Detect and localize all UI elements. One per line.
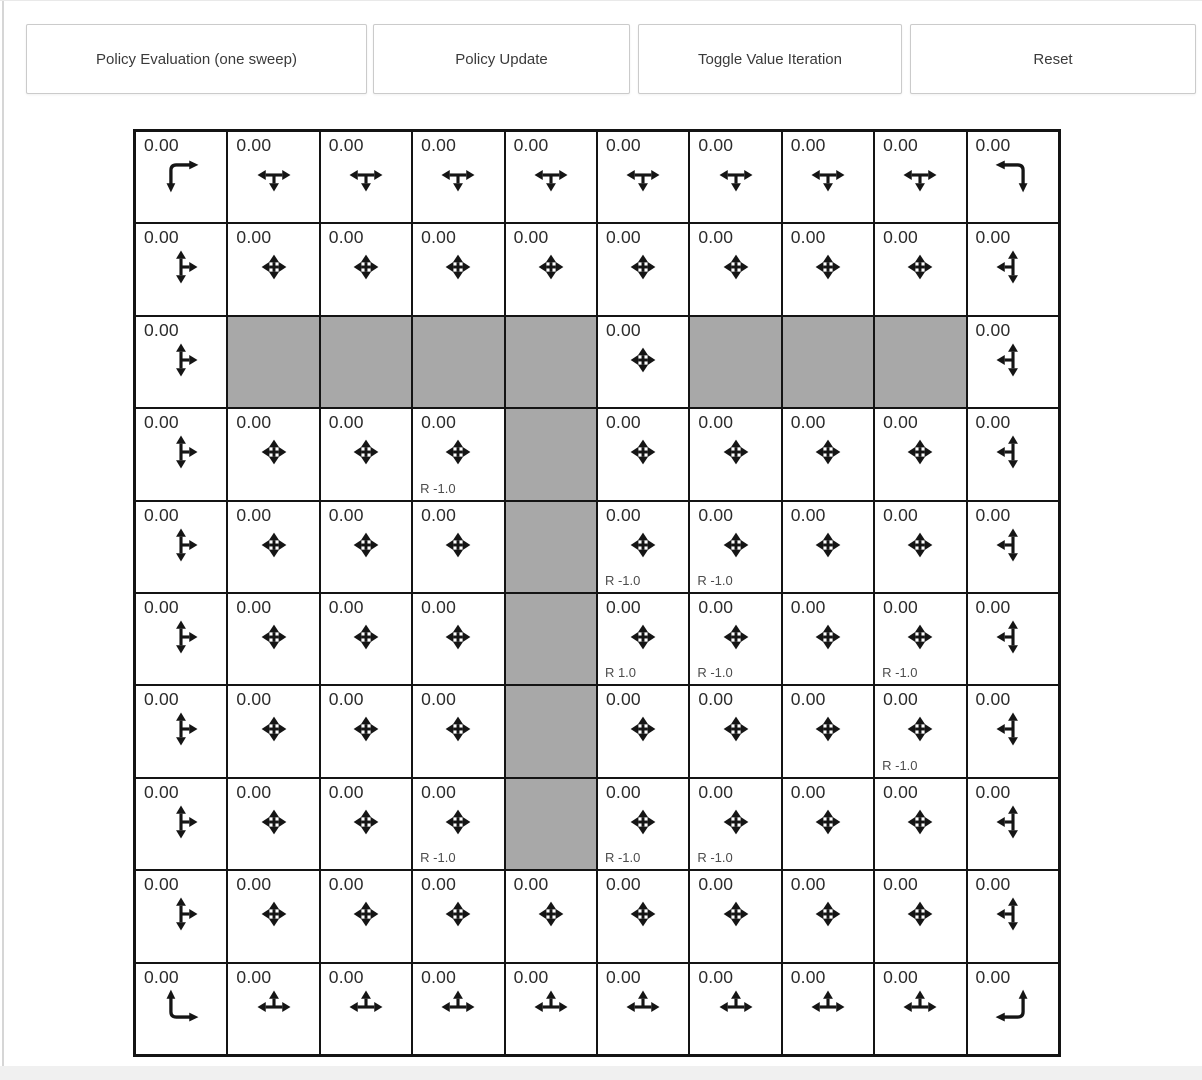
grid-cell	[967, 316, 1059, 408]
grid-cell	[135, 131, 227, 223]
state-value: 0.00	[883, 781, 918, 802]
state-value: 0.00	[698, 412, 734, 433]
toggle-value-iteration-button[interactable]: Toggle Value Iteration	[638, 24, 902, 94]
grid-cell	[135, 685, 227, 777]
policy-arrows-icon	[252, 892, 296, 936]
policy-arrows-icon	[898, 430, 942, 474]
grid-cell	[412, 685, 504, 777]
state-value: 0.00	[975, 412, 1011, 433]
state-value: 0.00	[236, 135, 272, 155]
policy-arrows-icon	[436, 245, 480, 289]
state-value: 0.00	[144, 596, 179, 617]
reward-label: R -1.0	[882, 665, 918, 681]
state-value: 0.00	[236, 596, 272, 617]
policy-arrows-icon	[991, 707, 1035, 751]
policy-arrows-icon	[159, 523, 203, 567]
policy-arrows-icon	[806, 245, 850, 289]
policy-arrows-icon	[159, 800, 203, 844]
policy-arrows-icon	[344, 523, 388, 567]
reward-label: R -1.0	[604, 850, 641, 866]
grid-cell	[505, 870, 597, 962]
wall-cell	[505, 685, 597, 777]
grid-cell	[505, 223, 597, 315]
grid-cell	[597, 131, 689, 223]
policy-arrows-icon	[529, 153, 573, 197]
policy-arrows-icon	[714, 245, 758, 289]
state-value: 0.00	[421, 227, 457, 248]
policy-arrows-icon	[436, 985, 480, 1029]
reward-label: R -1.0	[420, 480, 456, 496]
policy-arrows-icon	[714, 892, 758, 936]
policy-arrows-icon	[714, 615, 758, 659]
grid-cell	[412, 223, 504, 315]
state-value: 0.00	[883, 966, 918, 987]
policy-arrows-icon	[344, 153, 388, 197]
policy-arrows-icon	[898, 892, 942, 936]
grid-cell	[227, 131, 319, 223]
grid-cell	[320, 778, 412, 870]
policy-arrows-icon	[159, 985, 203, 1029]
grid-cell	[320, 685, 412, 777]
state-value: 0.00	[236, 412, 272, 433]
policy-arrows-icon	[344, 430, 388, 474]
state-value: 0.00	[328, 874, 364, 895]
grid-cell	[135, 778, 227, 870]
state-value: 0.00	[975, 689, 1011, 710]
state-value: 0.00	[975, 504, 1011, 525]
grid-cell	[689, 501, 781, 593]
state-value: 0.00	[144, 689, 179, 710]
grid-cell	[874, 131, 966, 223]
state-value: 0.00	[421, 504, 457, 525]
policy-arrows-icon	[621, 338, 665, 382]
grid-cell	[874, 501, 966, 593]
gridworld-grid	[133, 129, 1061, 1057]
grid-cell	[782, 685, 874, 777]
grid-cell	[320, 131, 412, 223]
grid-cell	[782, 501, 874, 593]
grid-cell	[227, 963, 319, 1055]
grid-cell	[874, 870, 966, 962]
policy-arrows-icon	[344, 707, 388, 751]
grid-cell	[597, 223, 689, 315]
grid-cell	[412, 963, 504, 1055]
grid-cell	[227, 685, 319, 777]
grid-cell	[227, 593, 319, 685]
state-value: 0.00	[605, 874, 641, 895]
state-value: 0.00	[605, 596, 641, 617]
policy-arrows-icon	[621, 430, 665, 474]
state-value: 0.00	[328, 227, 364, 248]
state-value: 0.00	[421, 689, 457, 710]
policy-arrows-icon	[436, 892, 480, 936]
state-value: 0.00	[144, 781, 179, 802]
state-value: 0.00	[144, 966, 179, 987]
policy-arrows-icon	[991, 430, 1035, 474]
state-value: 0.00	[513, 227, 549, 248]
state-value: 0.00	[144, 504, 179, 525]
reward-label: R -1.0	[697, 572, 733, 588]
state-value: 0.00	[605, 504, 641, 525]
policy-arrows-icon	[991, 523, 1035, 567]
policy-arrows-icon	[714, 985, 758, 1029]
policy-arrows-icon	[898, 985, 942, 1029]
state-value: 0.00	[144, 412, 179, 433]
policy-arrows-icon	[806, 892, 850, 936]
state-value: 0.00	[328, 504, 364, 525]
grid-cell	[967, 685, 1059, 777]
wall-cell	[320, 316, 412, 408]
grid-cell	[967, 870, 1059, 962]
policy-arrows-icon	[898, 245, 942, 289]
grid-cell	[874, 223, 966, 315]
state-value: 0.00	[328, 412, 364, 433]
policy-arrows-icon	[159, 892, 203, 936]
state-value: 0.00	[236, 227, 272, 248]
grid-cell	[597, 685, 689, 777]
grid-cell	[874, 593, 966, 685]
state-value: 0.00	[144, 135, 179, 155]
grid-cell	[874, 963, 966, 1055]
policy-arrows-icon	[529, 245, 573, 289]
state-value: 0.00	[883, 412, 918, 433]
grid-cell	[967, 963, 1059, 1055]
policy-arrows-icon	[159, 338, 203, 382]
state-value: 0.00	[421, 966, 457, 987]
policy-arrows-icon	[991, 800, 1035, 844]
window-bottom-band	[0, 1066, 1202, 1080]
window-edge-line	[2, 0, 4, 1080]
state-value: 0.00	[698, 781, 734, 802]
grid-cell	[597, 870, 689, 962]
policy-arrows-icon	[898, 800, 942, 844]
policy-arrows-icon	[344, 245, 388, 289]
grid-cell	[135, 316, 227, 408]
policy-arrows-icon	[621, 615, 665, 659]
state-value: 0.00	[236, 781, 272, 802]
grid-cell	[597, 408, 689, 500]
policy-arrows-icon	[159, 245, 203, 289]
state-value: 0.00	[236, 504, 272, 525]
grid-cell	[597, 593, 689, 685]
state-value: 0.00	[883, 596, 918, 617]
policy-arrows-icon	[529, 985, 573, 1029]
grid-cell	[689, 131, 781, 223]
grid-cell	[967, 593, 1059, 685]
policy-arrows-icon	[252, 430, 296, 474]
policy-arrows-icon	[806, 430, 850, 474]
reset-button[interactable]: Reset	[910, 24, 1196, 94]
grid-cell	[689, 778, 781, 870]
grid-cell	[689, 870, 781, 962]
state-value: 0.00	[421, 412, 457, 433]
policy-arrows-icon	[714, 523, 758, 567]
policy-arrows-icon	[991, 245, 1035, 289]
state-value: 0.00	[236, 874, 272, 895]
state-value: 0.00	[698, 135, 734, 155]
policy-arrows-icon	[159, 707, 203, 751]
policy-arrows-icon	[252, 523, 296, 567]
policy-arrows-icon	[621, 153, 665, 197]
state-value: 0.00	[605, 227, 641, 248]
policy-arrows-icon	[714, 707, 758, 751]
state-value: 0.00	[328, 689, 364, 710]
grid-cell	[874, 778, 966, 870]
policy-arrows-icon	[621, 523, 665, 567]
grid-cell	[597, 316, 689, 408]
grid-cell	[135, 501, 227, 593]
grid-cell	[227, 778, 319, 870]
grid-cell	[135, 963, 227, 1055]
grid-cell	[505, 131, 597, 223]
policy-arrows-icon	[252, 707, 296, 751]
policy-arrows-icon	[898, 153, 942, 197]
state-value: 0.00	[513, 874, 549, 895]
reward-label: R -1.0	[420, 850, 456, 866]
state-value: 0.00	[144, 227, 179, 248]
grid-cell	[412, 501, 504, 593]
grid-cell	[597, 501, 689, 593]
state-value: 0.00	[605, 689, 641, 710]
state-value: 0.00	[975, 319, 1011, 340]
reward-label: R -1.0	[697, 850, 733, 866]
grid-cell	[782, 131, 874, 223]
grid-cell	[782, 778, 874, 870]
grid-cell	[689, 593, 781, 685]
policy-arrows-icon	[252, 985, 296, 1029]
state-value: 0.00	[975, 874, 1011, 895]
policy-arrows-icon	[159, 430, 203, 474]
grid-cell	[135, 408, 227, 500]
wall-cell	[505, 408, 597, 500]
wall-cell	[412, 316, 504, 408]
grid-cell	[227, 870, 319, 962]
policy-arrows-icon	[714, 430, 758, 474]
state-value: 0.00	[790, 966, 826, 987]
state-value: 0.00	[421, 135, 457, 155]
grid-cell	[782, 593, 874, 685]
grid-cell	[320, 593, 412, 685]
state-value: 0.00	[975, 227, 1011, 248]
policy-arrows-icon	[344, 985, 388, 1029]
state-value: 0.00	[790, 874, 826, 895]
wall-cell	[689, 316, 781, 408]
policy-arrows-icon	[806, 523, 850, 567]
grid-cell	[967, 223, 1059, 315]
state-value: 0.00	[236, 689, 272, 710]
policy-arrows-icon	[898, 707, 942, 751]
state-value: 0.00	[790, 504, 826, 525]
grid-cell	[320, 223, 412, 315]
grid-cell	[597, 963, 689, 1055]
policy-arrows-icon	[806, 985, 850, 1029]
state-value: 0.00	[421, 874, 457, 895]
state-value: 0.00	[698, 596, 734, 617]
grid-cell	[227, 501, 319, 593]
policy-arrows-icon	[252, 245, 296, 289]
state-value: 0.00	[790, 412, 826, 433]
reward-label: R 1.0	[604, 665, 637, 681]
policy-arrows-icon	[991, 615, 1035, 659]
state-value: 0.00	[328, 135, 364, 155]
policy-arrows-icon	[621, 245, 665, 289]
policy-arrows-icon	[436, 523, 480, 567]
state-value: 0.00	[605, 412, 641, 433]
policy-arrows-icon	[621, 985, 665, 1029]
grid-cell	[597, 778, 689, 870]
grid-cell	[227, 408, 319, 500]
policy-arrows-icon	[436, 615, 480, 659]
policy-arrows-icon	[806, 615, 850, 659]
window-top-line	[0, 0, 1202, 1]
grid-cell	[967, 501, 1059, 593]
grid-cell	[689, 223, 781, 315]
wall-cell	[782, 316, 874, 408]
state-value: 0.00	[883, 689, 918, 710]
grid-cell	[874, 408, 966, 500]
grid-cell	[782, 870, 874, 962]
grid-cell	[782, 408, 874, 500]
state-value: 0.00	[790, 781, 826, 802]
policy-arrows-icon	[252, 153, 296, 197]
state-value: 0.00	[790, 227, 826, 248]
policy-arrows-icon	[714, 800, 758, 844]
grid-cell	[135, 870, 227, 962]
grid-cell	[505, 963, 597, 1055]
policy-arrows-icon	[436, 800, 480, 844]
state-value: 0.00	[975, 135, 1011, 155]
policy-arrows-icon	[806, 153, 850, 197]
grid-cell	[412, 870, 504, 962]
grid-cell	[412, 408, 504, 500]
policy-arrows-icon	[436, 430, 480, 474]
reward-label: R -1.0	[882, 757, 918, 773]
state-value: 0.00	[883, 874, 918, 895]
wall-cell	[505, 501, 597, 593]
grid-cell	[227, 223, 319, 315]
grid-cell	[320, 963, 412, 1055]
wall-cell	[505, 593, 597, 685]
state-value: 0.00	[328, 966, 364, 987]
state-value: 0.00	[790, 689, 826, 710]
state-value: 0.00	[144, 874, 179, 895]
grid-cell	[135, 593, 227, 685]
state-value: 0.00	[513, 966, 549, 987]
state-value: 0.00	[698, 874, 734, 895]
policy-arrows-icon	[991, 153, 1035, 197]
grid-cell	[874, 685, 966, 777]
state-value: 0.00	[328, 781, 364, 802]
policy-arrows-icon	[898, 615, 942, 659]
state-value: 0.00	[790, 596, 826, 617]
policy-update-button[interactable]: Policy Update	[373, 24, 630, 94]
policy-arrows-icon	[436, 707, 480, 751]
policy-arrows-icon	[252, 615, 296, 659]
grid-cell	[689, 408, 781, 500]
grid-cell	[135, 223, 227, 315]
policy-arrows-icon	[159, 615, 203, 659]
grid-cell	[689, 963, 781, 1055]
wall-cell	[505, 778, 597, 870]
policy-arrows-icon	[344, 892, 388, 936]
wall-cell	[227, 316, 319, 408]
state-value: 0.00	[605, 966, 641, 987]
grid-cell	[412, 778, 504, 870]
grid-cell	[782, 963, 874, 1055]
policy-arrows-icon	[344, 615, 388, 659]
grid-cell	[320, 870, 412, 962]
policy-arrows-icon	[991, 985, 1035, 1029]
state-value: 0.00	[421, 596, 457, 617]
policy-arrows-icon	[529, 892, 573, 936]
wall-cell	[505, 316, 597, 408]
grid-cell	[320, 501, 412, 593]
state-value: 0.00	[698, 227, 734, 248]
reward-label: R -1.0	[697, 665, 733, 681]
state-value: 0.00	[975, 596, 1011, 617]
grid-cell	[967, 778, 1059, 870]
wall-cell	[874, 316, 966, 408]
reward-label: R -1.0	[604, 572, 641, 588]
grid-cell	[320, 408, 412, 500]
state-value: 0.00	[236, 966, 272, 987]
state-value: 0.00	[883, 227, 918, 248]
grid-cell	[412, 593, 504, 685]
policy-arrows-icon	[806, 800, 850, 844]
state-value: 0.00	[421, 781, 457, 802]
policy-arrows-icon	[159, 153, 203, 197]
policy-arrows-icon	[991, 892, 1035, 936]
state-value: 0.00	[605, 135, 641, 155]
state-value: 0.00	[513, 135, 549, 155]
policy-arrows-icon	[806, 707, 850, 751]
policy-arrows-icon	[621, 707, 665, 751]
policy-arrows-icon	[621, 800, 665, 844]
state-value: 0.00	[144, 319, 179, 340]
policy-arrows-icon	[621, 892, 665, 936]
policy-arrows-icon	[252, 800, 296, 844]
grid-cell	[412, 131, 504, 223]
grid-cell	[967, 408, 1059, 500]
state-value: 0.00	[883, 135, 918, 155]
state-value: 0.00	[975, 966, 1011, 987]
policy-arrows-icon	[714, 153, 758, 197]
state-value: 0.00	[328, 596, 364, 617]
grid-cell	[782, 223, 874, 315]
policy-arrows-icon	[344, 800, 388, 844]
state-value: 0.00	[698, 689, 734, 710]
grid-cell	[689, 685, 781, 777]
state-value: 0.00	[790, 135, 826, 155]
state-value: 0.00	[605, 319, 641, 340]
state-value: 0.00	[605, 781, 641, 802]
policy-arrows-icon	[436, 153, 480, 197]
state-value: 0.00	[698, 966, 734, 987]
state-value: 0.00	[698, 504, 734, 525]
state-value: 0.00	[975, 781, 1011, 802]
policy-evaluation-button[interactable]: Policy Evaluation (one sweep)	[26, 24, 367, 94]
policy-arrows-icon	[991, 338, 1035, 382]
grid-cell	[967, 131, 1059, 223]
policy-arrows-icon	[898, 523, 942, 567]
state-value: 0.00	[883, 504, 918, 525]
